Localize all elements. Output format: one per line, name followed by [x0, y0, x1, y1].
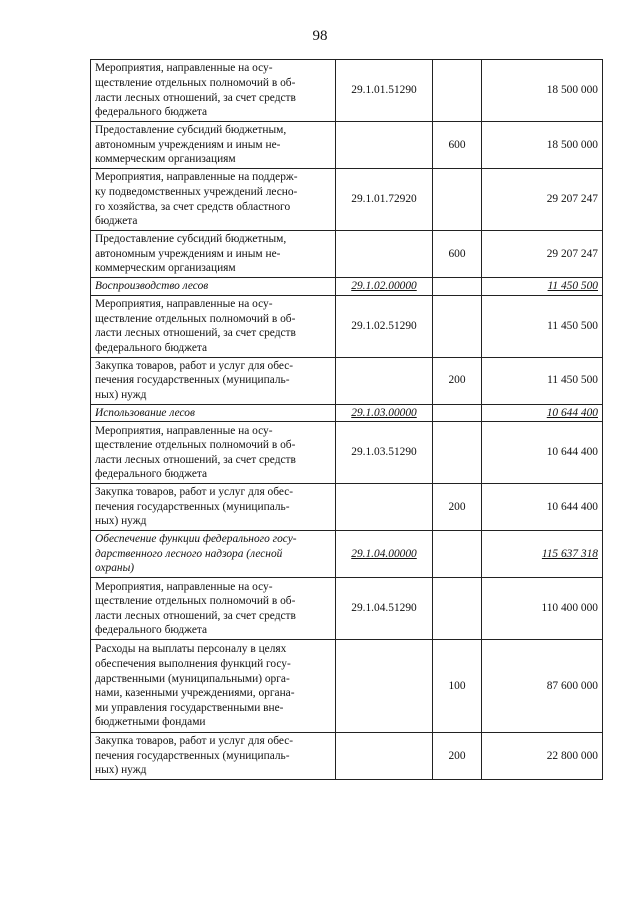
table-row: [91, 578, 603, 640]
table-row: [91, 404, 603, 422]
row-expense-type-cell: 600: [433, 122, 482, 169]
row-code-cell: 29.1.04.00000: [336, 531, 433, 578]
row-amount-cell: 29 207 247: [482, 231, 603, 278]
row-amount-cell: 115 637 318: [482, 531, 603, 578]
row-code-cell: 29.1.01.72920: [336, 169, 433, 231]
row-amount-cell: 87 600 000: [482, 640, 603, 733]
row-code-cell: 29.1.03.51290: [336, 422, 433, 484]
table-row: [91, 422, 603, 484]
row-code-cell: [336, 640, 433, 733]
table-row: [91, 295, 603, 357]
row-code-cell: 29.1.03.00000: [336, 404, 433, 422]
row-code-cell: 29.1.04.51290: [336, 578, 433, 640]
row-code-cell: [336, 733, 433, 780]
table-row: [91, 169, 603, 231]
row-expense-type-cell: [433, 404, 482, 422]
row-expense-type-cell: [433, 169, 482, 231]
row-name-cell: Мероприятия, направленные на осу- ществление отдельных полномочий в об- ласти лесных отношений, за счет средств федерального бюджета: [91, 60, 336, 122]
row-amount-cell: 18 500 000: [482, 122, 603, 169]
table-row: [91, 531, 603, 578]
row-expense-type-cell: [433, 531, 482, 578]
row-code-cell: 29.1.02.51290: [336, 295, 433, 357]
table-row: [91, 640, 603, 733]
row-amount-cell: 29 207 247: [482, 169, 603, 231]
row-amount-cell: 11 450 500: [482, 295, 603, 357]
row-name-cell: Использование лесов: [91, 404, 336, 422]
row-code-cell: [336, 357, 433, 404]
row-name-cell: Закупка товаров, работ и услуг для обес- печения государственных (муниципаль- ных) нужд: [91, 357, 336, 404]
table-row: [91, 231, 603, 278]
table-row: [91, 122, 603, 169]
row-expense-type-cell: [433, 578, 482, 640]
row-name-cell: Мероприятия, направленные на осу- ществление отдельных полномочий в об- ласти лесных отношений, за счет средств федерального бюджета: [91, 295, 336, 357]
row-amount-cell: 10 644 400: [482, 404, 603, 422]
budget-table: [90, 59, 603, 780]
row-name-cell: Мероприятия, направленные на поддерж- ку подведомственных учреждений лесно- го хозяйства, за счет средств областного бюджета: [91, 169, 336, 231]
row-name-cell: Мероприятия, направленные на осу- ществление отдельных полномочий в об- ласти лесных отношений, за счет средств федерального бюджета: [91, 422, 336, 484]
row-expense-type-cell: [433, 278, 482, 296]
row-name-cell: Предоставление субсидий бюджетным, автономным учреждениям и иным не- коммерческим организациям: [91, 122, 336, 169]
row-name-cell: Закупка товаров, работ и услуг для обес- печения государственных (муниципаль- ных) нужд: [91, 733, 336, 780]
row-amount-cell: 11 450 500: [482, 357, 603, 404]
row-expense-type-cell: 200: [433, 733, 482, 780]
table-row: [91, 484, 603, 531]
row-amount-cell: 110 400 000: [482, 578, 603, 640]
row-code-cell: [336, 122, 433, 169]
row-code-cell: 29.1.01.51290: [336, 60, 433, 122]
row-name-cell: Закупка товаров, работ и услуг для обес- печения государственных (муниципаль- ных) нужд: [91, 484, 336, 531]
table-row: [91, 60, 603, 122]
row-name-cell: Воспроизводство лесов: [91, 278, 336, 296]
row-code-cell: 29.1.02.00000: [336, 278, 433, 296]
row-expense-type-cell: 100: [433, 640, 482, 733]
row-name-cell: Расходы на выплаты персоналу в целях обеспечения выполнения функций госу- дарственными (муниципальными) орга- нами, казенными учреждениями, органа- ми управления государственными вне- бюджетными фондами: [91, 640, 336, 733]
row-expense-type-cell: 200: [433, 484, 482, 531]
row-expense-type-cell: 200: [433, 357, 482, 404]
row-name-cell: Мероприятия, направленные на осу- ществление отдельных полномочий в об- ласти лесных отношений, за счет средств федерального бюджета: [91, 578, 336, 640]
row-amount-cell: 11 450 500: [482, 278, 603, 296]
row-name-cell: Предоставление субсидий бюджетным, автономным учреждениям и иным не- коммерческим организациям: [91, 231, 336, 278]
row-code-cell: [336, 231, 433, 278]
table-row: [91, 357, 603, 404]
row-code-cell: [336, 484, 433, 531]
row-expense-type-cell: [433, 422, 482, 484]
table-row: [91, 733, 603, 780]
row-name-cell: Обеспечение функции федерального госу- дарственного лесного надзора (лесной охраны): [91, 531, 336, 578]
row-expense-type-cell: [433, 295, 482, 357]
row-expense-type-cell: 600: [433, 231, 482, 278]
page-number: 98: [312, 28, 328, 44]
table-row: [91, 278, 603, 296]
row-amount-cell: 10 644 400: [482, 422, 603, 484]
row-expense-type-cell: [433, 60, 482, 122]
row-amount-cell: 18 500 000: [482, 60, 603, 122]
row-amount-cell: 10 644 400: [482, 484, 603, 531]
row-amount-cell: 22 800 000: [482, 733, 603, 780]
